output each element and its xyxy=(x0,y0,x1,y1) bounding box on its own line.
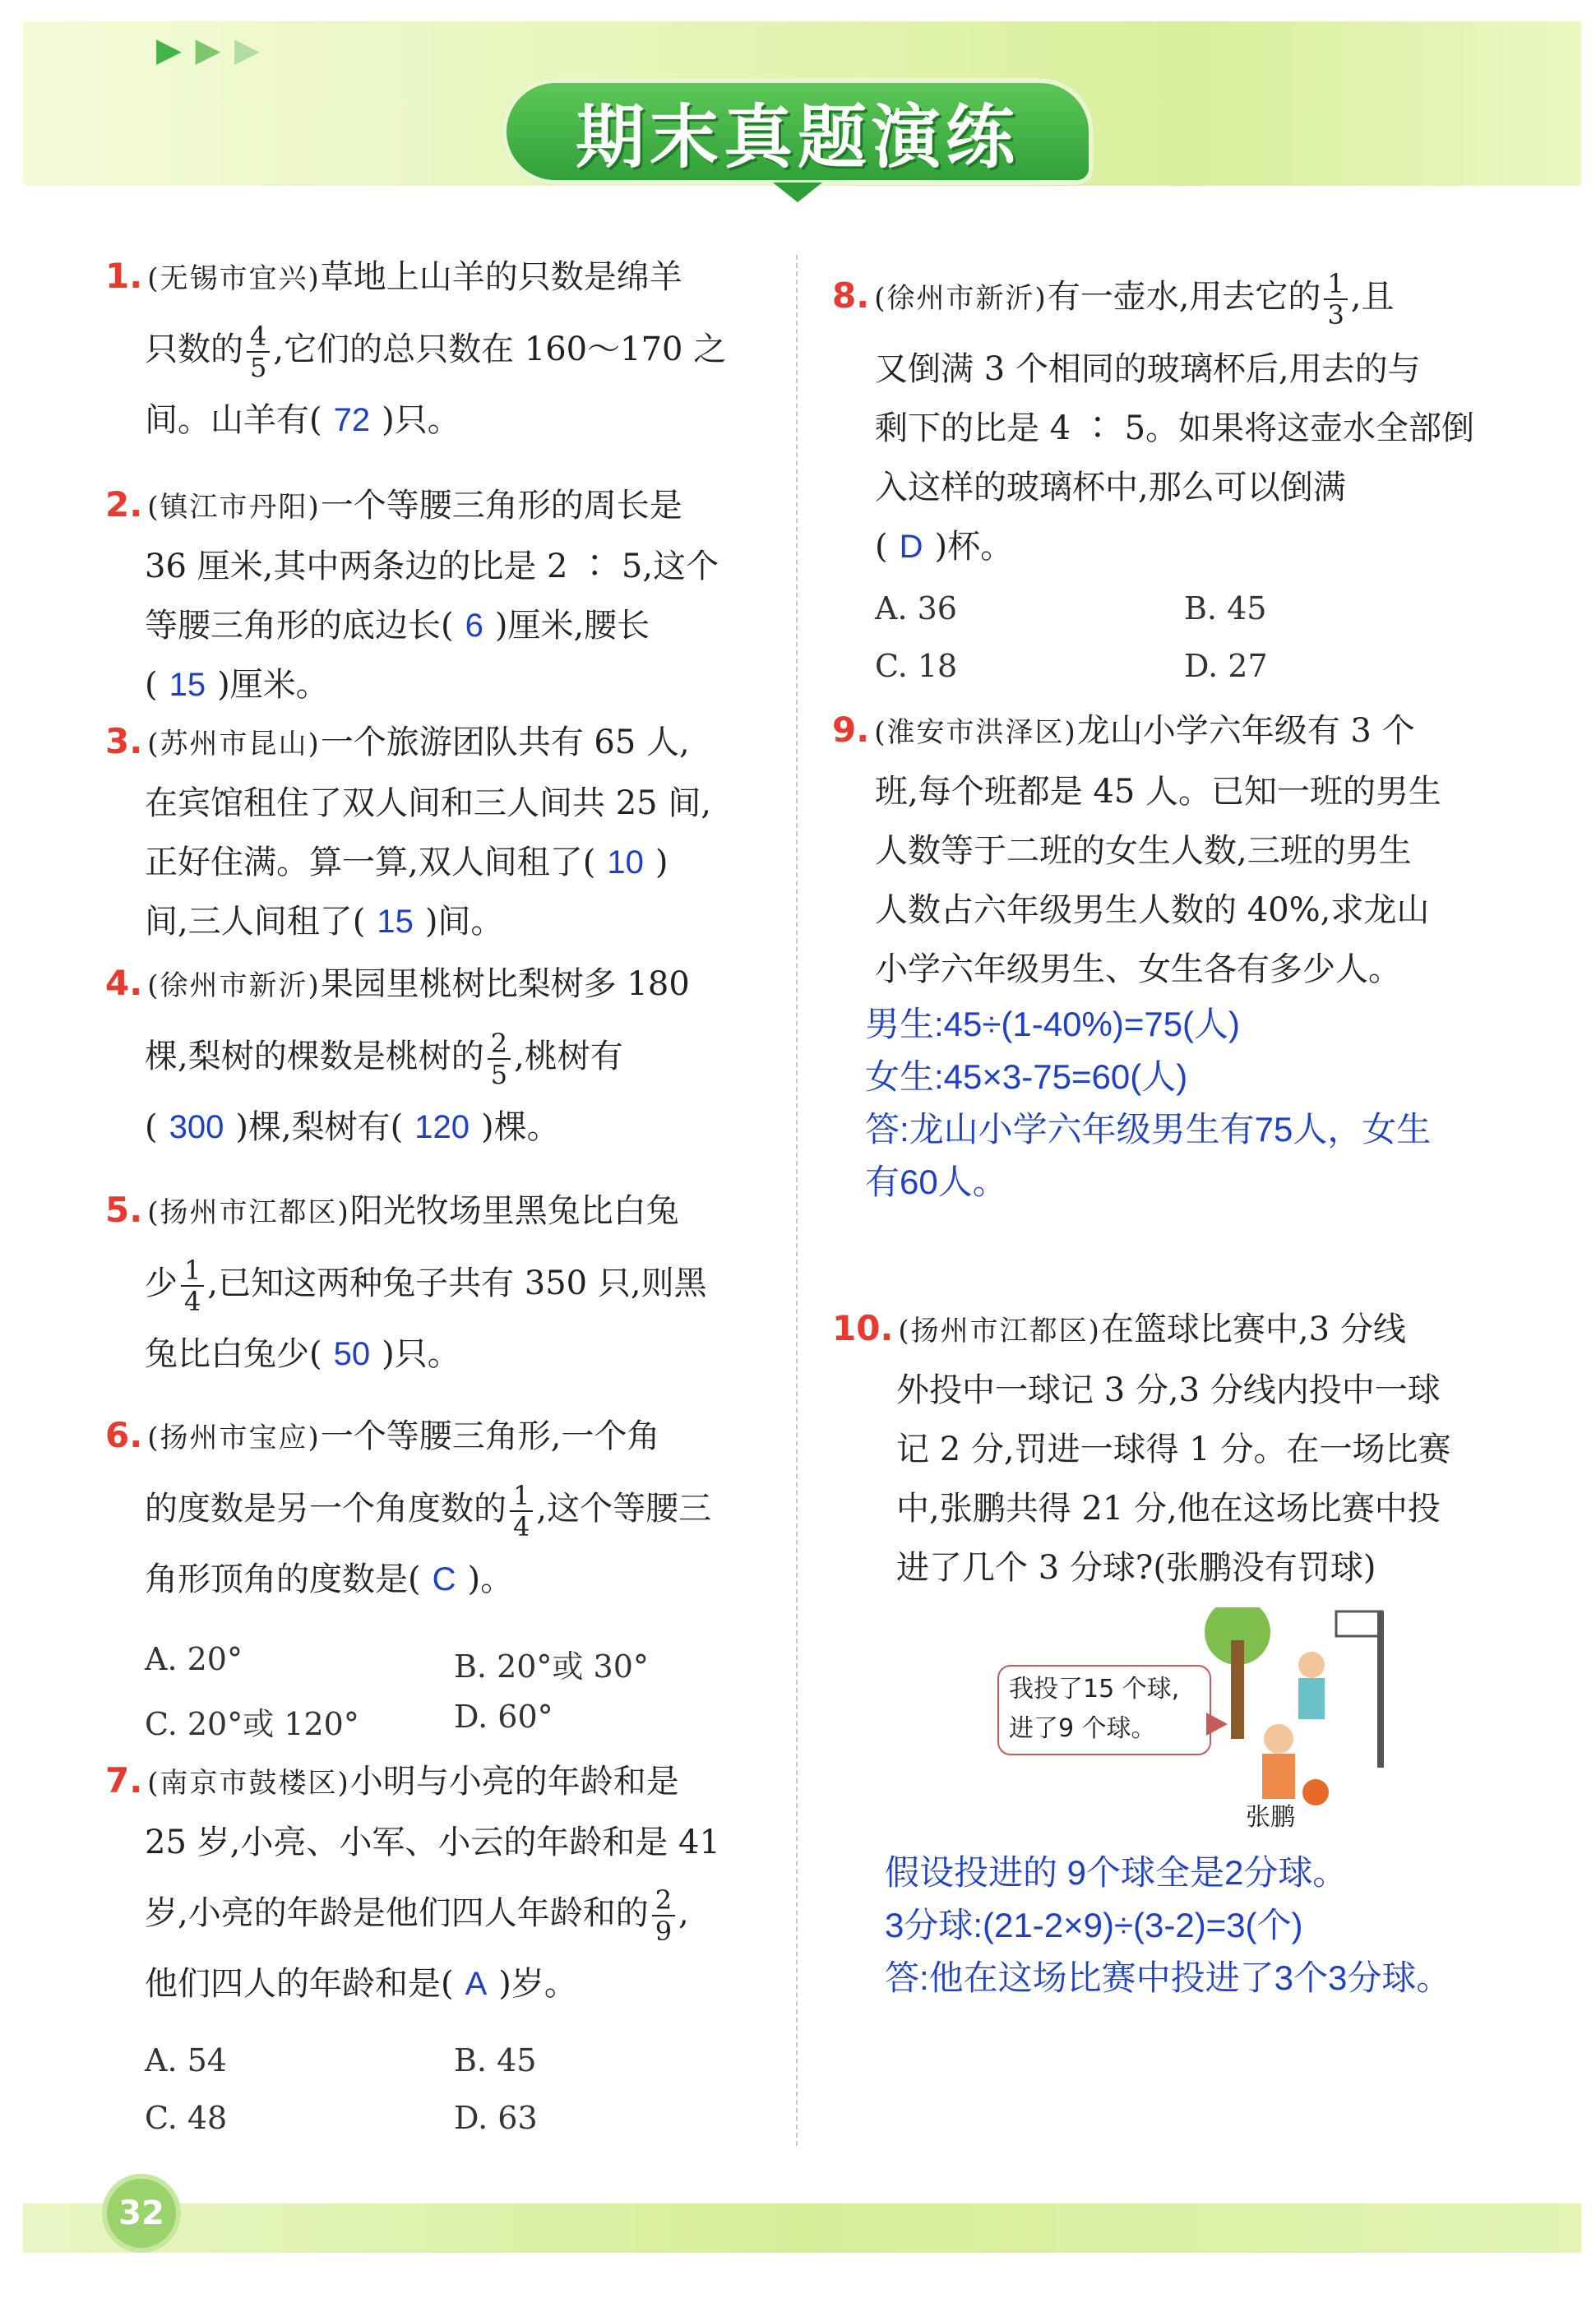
question-source: (徐州市新沂) xyxy=(147,969,321,1002)
answer: 120 xyxy=(414,1109,470,1145)
question-text: 入这样的玻璃杯中,那么可以倒满 xyxy=(875,469,1346,506)
question-text: 少 xyxy=(145,1264,178,1302)
question-text: 小明与小亮的年龄和是 xyxy=(349,1763,679,1801)
question-source: (镇江市丹阳) xyxy=(147,491,321,524)
title-pill xyxy=(502,78,1094,185)
fraction-numerator: 2 xyxy=(488,1029,511,1060)
question-number: 4. xyxy=(105,963,143,1003)
question-text: 36 厘米,其中两条边的比是 2 ∶ 5,这个 xyxy=(145,548,719,585)
question-4 xyxy=(105,954,763,1157)
solution-line: 假设投进的 9个球全是2分球。 xyxy=(885,1853,1348,1892)
question-text: 25 岁,小亮、小军、小云的年龄和是 41 xyxy=(145,1824,720,1861)
solution-10 xyxy=(885,1847,1559,2004)
question-text: )。 xyxy=(467,1560,514,1598)
question-text: 只数的 xyxy=(145,331,243,368)
question-text: 一个等腰三角形,一个角 xyxy=(320,1417,660,1455)
question-text: )只。 xyxy=(382,401,460,439)
page-number: 32 xyxy=(107,2179,176,2248)
question-source: (扬州市江都区) xyxy=(898,1315,1101,1348)
question-text: 班,每个班都是 45 人。已知一班的男生 xyxy=(875,773,1442,811)
question-text: )只。 xyxy=(382,1335,460,1373)
question-text: 中,张鹏共得 21 分,他在这场比赛中投 xyxy=(896,1490,1441,1528)
answer: A xyxy=(465,1966,488,2002)
question-number: 10. xyxy=(832,1308,894,1348)
fraction-denominator: 9 xyxy=(655,1916,673,1947)
header-arrows xyxy=(156,31,261,69)
question-text: 兔比白兔少( xyxy=(145,1335,322,1373)
question-text: ( xyxy=(875,528,888,566)
question-text: 记 2 分,罚进一球得 1 分。在一场比赛 xyxy=(896,1431,1451,1468)
solution-line: 3分球:(21-2×9)÷(3-2)=3(个) xyxy=(885,1906,1303,1944)
solution-line: 答:龙山小学六年级男生有75人，女生 xyxy=(865,1110,1432,1149)
question-9 xyxy=(832,700,1515,999)
question-text: 有一壶水,用去它的 xyxy=(1047,278,1321,316)
question-text: 人数占六年级男生人数的 40%,求龙山 xyxy=(875,891,1430,929)
player-icon xyxy=(1298,1652,1325,1678)
question-8 xyxy=(832,255,1515,576)
question-number: 9. xyxy=(832,710,870,750)
option-b: B. 45 xyxy=(1184,590,1267,626)
fraction-numerator: 1 xyxy=(510,1481,533,1512)
question-text: 在宾馆租住了双人间和三人间共 25 间, xyxy=(145,784,712,822)
bubble-tail xyxy=(1206,1713,1228,1736)
option-d: D. 27 xyxy=(1184,648,1268,684)
question-source: (苏州市昆山) xyxy=(147,728,321,761)
bubble-line: 进了9 个球。 xyxy=(1009,1714,1156,1743)
fraction-numerator: 1 xyxy=(1324,269,1347,300)
answer: 72 xyxy=(333,402,371,438)
fraction xyxy=(247,321,270,382)
option-c: C. 48 xyxy=(145,2100,228,2136)
question-text: 在篮球比赛中,3 分线 xyxy=(1100,1311,1406,1348)
solution-line: 男生:45÷(1-40%)=75(人) xyxy=(865,1005,1241,1043)
question-text: ,且 xyxy=(1350,278,1395,316)
question-number: 3. xyxy=(105,721,143,761)
answer: C xyxy=(432,1561,456,1597)
option-d: D. 63 xyxy=(454,2100,538,2136)
option-c: C. 18 xyxy=(875,648,958,684)
solution-line: 有60人。 xyxy=(865,1163,1007,1201)
option-a: A. 36 xyxy=(875,590,957,626)
question-source: (扬州市宝应) xyxy=(147,1422,321,1454)
fraction xyxy=(510,1481,533,1542)
question-text: 小学六年级男生、女生各有多少人。 xyxy=(875,950,1401,988)
fraction-denominator: 4 xyxy=(513,1511,530,1542)
fraction-numerator: 4 xyxy=(247,321,270,353)
answer: 50 xyxy=(333,1336,371,1372)
fraction-numerator: 2 xyxy=(652,1885,675,1916)
fraction-denominator: 3 xyxy=(1327,299,1344,331)
question-text: 草地上山羊的只数是绵羊 xyxy=(320,258,682,296)
question-text: )岁。 xyxy=(498,1965,577,2003)
question-2 xyxy=(105,475,763,714)
question-text: 一个等腰三角形的周长是 xyxy=(320,487,682,525)
bubble-line: 我投了15 个球, xyxy=(1009,1675,1180,1704)
question-text: 剩下的比是 4 ∶ 5。如果将这壶水全部倒 xyxy=(875,409,1475,447)
question-text: ) xyxy=(655,844,668,881)
question-text: ,桃树有 xyxy=(514,1038,623,1075)
option-b: B. 45 xyxy=(454,2042,537,2078)
question-text: )厘米。 xyxy=(217,666,329,704)
question-1 xyxy=(105,247,763,450)
option-c: C. 20°或 120° xyxy=(145,1706,359,1742)
fraction-denominator: 5 xyxy=(250,352,267,383)
answer: 15 xyxy=(377,904,414,940)
question-text: 人数等于二班的女生人数,三班的男生 xyxy=(875,832,1412,870)
basketball-illustration xyxy=(991,1607,1394,1833)
question-text: 他们四人的年龄和是( xyxy=(145,1965,454,2003)
arrow-icon: ▶ xyxy=(156,31,183,69)
fraction xyxy=(652,1885,675,1946)
question-text: 进了几个 3 分球?(张鹏没有罚球) xyxy=(896,1549,1376,1587)
question-text: 间。山羊有( xyxy=(145,401,322,439)
question-text: 一个旅游团队共有 65 人, xyxy=(320,724,690,761)
question-number: 2. xyxy=(105,484,143,525)
question-text: 等腰三角形的底边长( xyxy=(145,607,454,645)
illustration-caption: 张鹏 xyxy=(1246,1803,1295,1832)
question-text: 角形顶角的度数是( xyxy=(145,1560,421,1598)
question-text: 龙山小学六年级有 3 个 xyxy=(1076,712,1415,750)
question-10 xyxy=(832,1299,1515,1597)
question-text: ,它们的总只数在 160～170 之 xyxy=(273,331,727,368)
solution-9 xyxy=(865,998,1539,1209)
question-text: )间。 xyxy=(424,903,504,941)
fraction-numerator: 1 xyxy=(181,1255,204,1287)
question-source: (南京市鼓楼区) xyxy=(147,1767,350,1800)
option-b: B. 20°或 30° xyxy=(454,1648,649,1685)
question-number: 7. xyxy=(105,1760,143,1801)
question-5 xyxy=(105,1181,763,1384)
player-zhangpeng-icon xyxy=(1264,1724,1293,1754)
question-text: ( xyxy=(145,666,158,704)
option-a: A. 20° xyxy=(145,1641,243,1677)
question-6 xyxy=(105,1406,763,1609)
answer: D xyxy=(899,529,923,565)
answer: 10 xyxy=(607,844,644,881)
answer: 300 xyxy=(169,1109,224,1145)
question-text: , xyxy=(678,1894,689,1932)
title-pointer xyxy=(773,183,822,202)
question-text: 又倒满 3 个相同的玻璃杯后,用去的与 xyxy=(875,350,1421,388)
question-number: 1. xyxy=(105,256,143,296)
question-7 xyxy=(105,1751,763,2013)
fraction xyxy=(181,1255,204,1316)
question-number: 5. xyxy=(105,1190,143,1230)
footer-strip xyxy=(23,2203,1581,2253)
question-number: 6. xyxy=(105,1415,143,1455)
question-text: 正好住满。算一算,双人间租了( xyxy=(145,844,596,881)
speech-bubble xyxy=(997,1665,1211,1755)
question-text: 的度数是另一个角度数的 xyxy=(145,1490,507,1528)
question-text: 间,三人间租了( xyxy=(145,903,366,941)
question-text: 外投中一球记 3 分,3 分线内投中一球 xyxy=(896,1371,1441,1409)
question-text: )棵,梨树有( xyxy=(235,1108,404,1146)
question-text: ,这个等腰三 xyxy=(536,1490,712,1528)
fraction-denominator: 5 xyxy=(490,1059,508,1090)
arrow-icon: ▶ xyxy=(234,31,261,69)
question-text: )棵。 xyxy=(481,1108,560,1146)
answer: 6 xyxy=(465,608,483,644)
answer: 15 xyxy=(169,667,206,703)
question-text: ( xyxy=(145,1108,158,1146)
fraction-denominator: 4 xyxy=(184,1286,201,1317)
option-d: D. 60° xyxy=(454,1699,553,1735)
question-text: 岁,小亮的年龄是他们四人年龄和的 xyxy=(145,1894,649,1932)
solution-line: 女生:45×3-75=60(人) xyxy=(865,1057,1188,1096)
page-title: 期末真题演练 xyxy=(575,96,1020,178)
basketball-icon xyxy=(1302,1779,1329,1805)
question-3 xyxy=(105,712,763,951)
question-text: )厘米,腰长 xyxy=(494,607,650,645)
question-text: ,已知这两种兔子共有 350 只,则黑 xyxy=(207,1264,707,1302)
fraction xyxy=(488,1029,511,1089)
question-source: (无锡市宜兴) xyxy=(147,262,321,295)
question-number: 8. xyxy=(832,275,870,316)
question-source: (扬州市江都区) xyxy=(147,1196,350,1229)
question-text: 果园里桃树比梨树多 180 xyxy=(320,965,690,1003)
question-text: 阳光牧场里黑兔比白兔 xyxy=(349,1192,679,1230)
solution-line: 答:他在这场比赛中投进了3个3分球。 xyxy=(885,1958,1451,1997)
question-text: )杯。 xyxy=(934,528,1014,566)
column-divider xyxy=(796,255,798,2146)
option-a: A. 54 xyxy=(145,2042,227,2078)
question-text: 棵,梨树的棵数是桃树的 xyxy=(145,1038,484,1075)
question-source: (淮安市洪泽区) xyxy=(874,716,1077,749)
arrow-icon: ▶ xyxy=(195,31,223,69)
fraction xyxy=(1324,269,1347,330)
question-source: (徐州市新沂) xyxy=(874,282,1048,315)
